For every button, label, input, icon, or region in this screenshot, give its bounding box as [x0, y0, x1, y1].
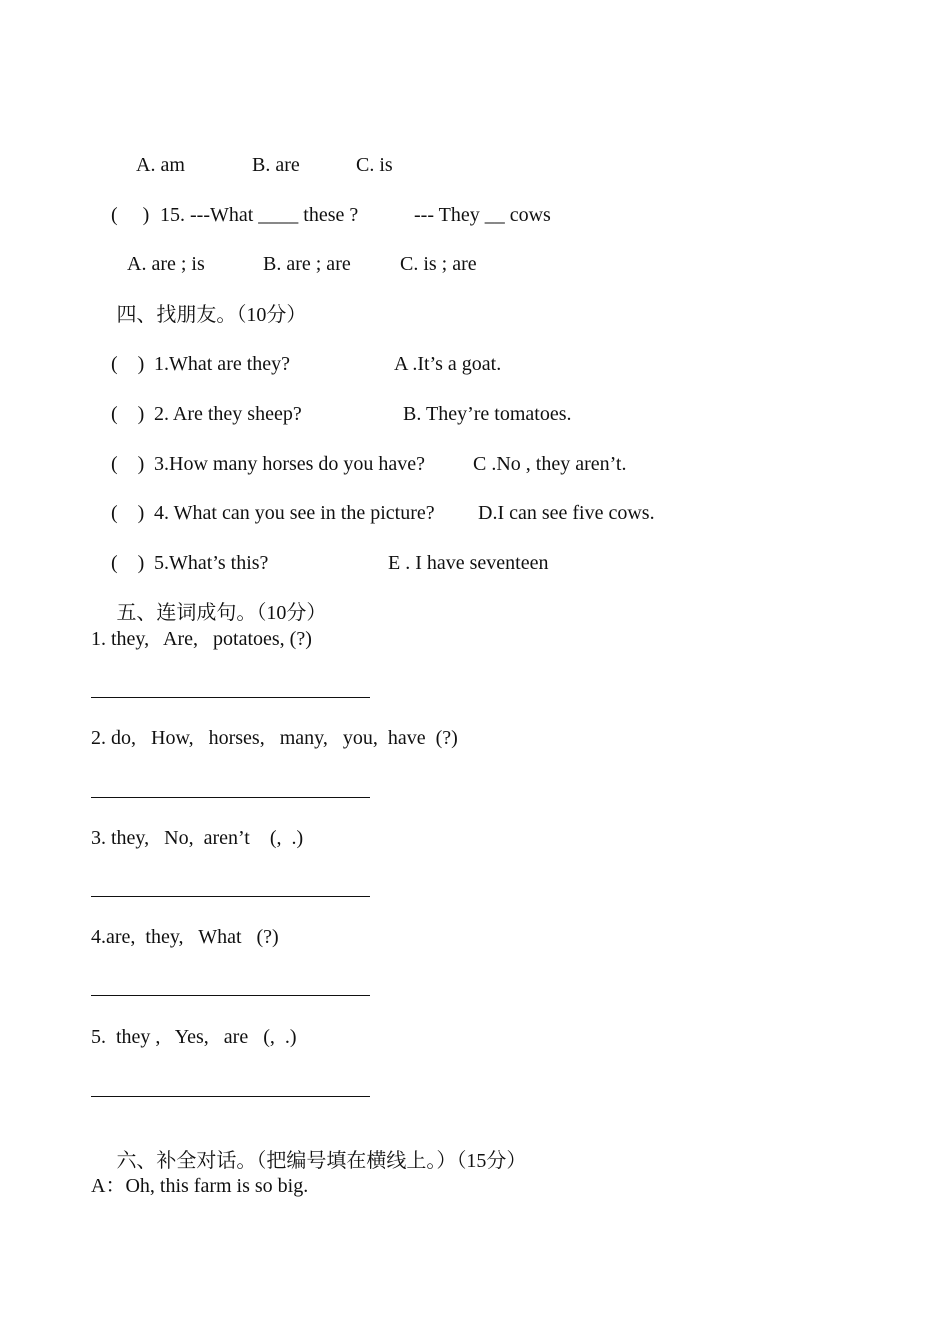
match-answer-paren[interactable]: ( ) [111, 353, 145, 375]
q15-stem: 15. ---What ____ these ? [160, 204, 359, 226]
q15-option-b: B. are ; are [263, 253, 351, 275]
q15-reply: --- They __ cows [414, 204, 551, 226]
q14-option-b: B. are [252, 154, 300, 176]
section4-title: 四、找朋友。 [116, 302, 237, 326]
match-question: 4. What can you see in the picture? [154, 502, 435, 524]
match-answer-paren[interactable]: ( ) [111, 403, 145, 425]
scrambled-sentence: 4.are, they, What (?) [91, 926, 279, 948]
scrambled-sentence: 3. they, No, aren’t (, .) [91, 827, 304, 849]
q15-answer-paren[interactable]: ( ) [111, 204, 150, 226]
match-answer: A .It’s a goat. [394, 353, 502, 375]
scrambled-sentence: 1. they, Are, potatoes, (?) [91, 628, 312, 650]
section4-score: （10分） [236, 304, 307, 326]
match-answer: E . I have seventeen [388, 552, 549, 574]
answer-blank[interactable] [91, 697, 370, 698]
match-answer-paren[interactable]: ( ) [111, 453, 145, 475]
scrambled-sentence: 2. do, How, horses, many, you, have (?) [91, 727, 458, 749]
section6-title: 六、补全对话。（把编号填在横线上。） [116, 1148, 457, 1172]
match-question: 2. Are they sheep? [154, 403, 302, 425]
match-question: 1.What are they? [154, 353, 291, 375]
section5-score: （10分） [256, 602, 327, 624]
q14-option-a: A. am [136, 154, 185, 176]
q15-option-a: A. are ; is [127, 253, 205, 275]
match-question: 5.What’s this? [154, 552, 269, 574]
q14-option-c: C. is [356, 154, 393, 176]
match-answer-paren[interactable]: ( ) [111, 502, 145, 524]
section6-score: （15分） [456, 1150, 527, 1172]
answer-blank[interactable] [91, 896, 370, 897]
section5-title: 五、连词成句。 [116, 600, 257, 624]
answer-blank[interactable] [91, 797, 370, 798]
match-answer-paren[interactable]: ( ) [111, 552, 145, 574]
q15-option-c: C. is ; are [400, 253, 477, 275]
answer-blank[interactable] [91, 995, 370, 996]
match-answer: C .No , they aren’t. [473, 453, 627, 475]
match-answer: D.I can see five cows. [478, 502, 655, 524]
dialogue-line-a: A：Oh, this farm is so big. [91, 1175, 309, 1197]
scrambled-sentence: 5. they , Yes, are (, .) [91, 1026, 297, 1048]
match-answer: B. They’re tomatoes. [403, 403, 572, 425]
match-question: 3.How many horses do you have? [154, 453, 426, 475]
answer-blank[interactable] [91, 1096, 370, 1097]
